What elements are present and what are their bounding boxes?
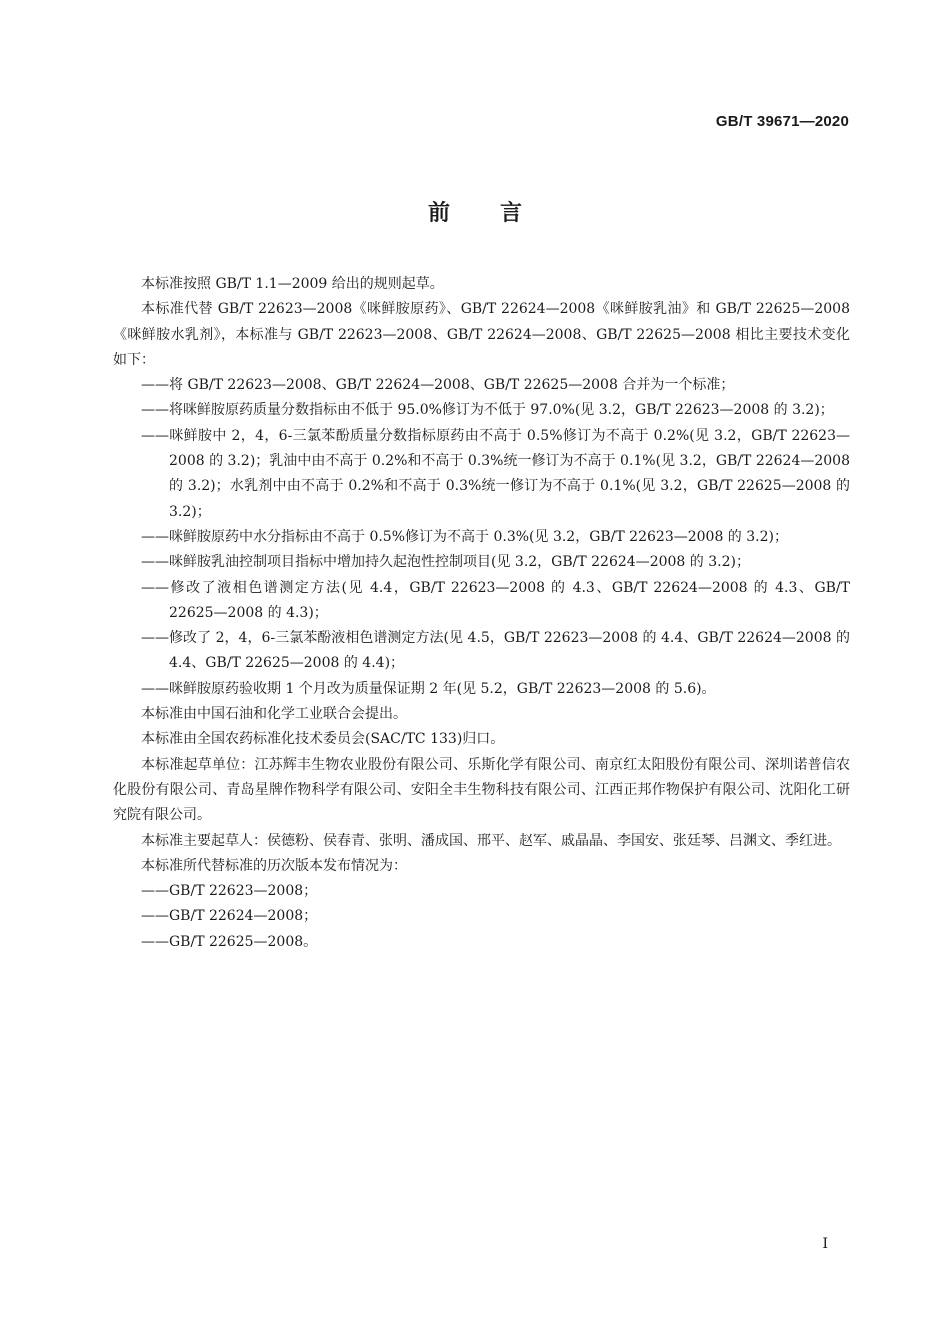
change-item: ——修改了 2，4，6-三氯苯酚液相色谱测定方法(见 4.5，GB/T 22623—2008 的 4.4、GB/T 22624—2008 的 4.4、GB/T 22625—2008 的 4.4)； bbox=[141, 630, 850, 672]
paragraph: 本标准由中国石油和化学工业联合会提出。 bbox=[141, 706, 407, 723]
foreword-body bbox=[113, 272, 850, 955]
page-title: 前言 bbox=[427, 201, 572, 226]
change-item: ——咪鲜胺乳油控制项目指标中增加持久起泡性控制项目(见 3.2，GB/T 22624—2008 的 3.2)； bbox=[141, 554, 750, 571]
history-item: ——GB/T 22623—2008； bbox=[141, 883, 318, 900]
change-item: ——咪鲜胺中 2，4，6-三氯苯酚质量分数指标原药由不高于 0.5%修订为不高于 0.2%(见 3.2，GB/T 22623—2008 的 3.2)；乳油中由不高于 0.2%和不高于 0.3%统一修订为不高于 0.1%(见 3.2，GB/T 22624—2008 的 3.2)；水乳剂中由不高于 0.2%和不高于 0.3%统一修订为不高于 0.1%(见 3.2，GB/T 22625—2008 的 3.2)； bbox=[141, 427, 850, 520]
paragraph: 本标准起草单位：江苏辉丰生物农业股份有限公司、乐斯化学有限公司、南京红太阳股份有限公司、深圳诺普信农化股份有限公司、青岛星牌作物科学有限公司、安阳全丰生物科技有限公司、江西正邦作物保护有限公司、沈阳化工研究院有限公司。 bbox=[113, 756, 850, 824]
paragraph: 本标准代替 GB/T 22623—2008《咪鲜胺原药》、GB/T 22624—2008《咪鲜胺乳油》和 GB/T 22625—2008《咪鲜胺水乳剂》，本标准与 GB/T 22623—2008、GB/T 22624—2008、GB/T 22625—2008 相比主要技术变化如下： bbox=[113, 301, 850, 368]
change-item: ——咪鲜胺原药中水分指标由不高于 0.5%修订为不高于 0.3%(见 3.2，GB/T 22623—2008 的 3.2)； bbox=[141, 528, 788, 545]
page-number: I bbox=[822, 1236, 828, 1252]
paragraph: 本标准主要起草人：侯德粉、侯春青、张明、潘成国、邢平、赵军、戚晶晶、李国安、张廷琴、吕渊文、季红进。 bbox=[141, 832, 841, 849]
change-item: ——将咪鲜胺原药质量分数指标由不低于 95.0%修订为不低于 97.0%(见 3.2，GB/T 22623—2008 的 3.2)； bbox=[141, 402, 834, 419]
paragraph: 本标准由全国农药标准化技术委员会(SAC/TC 133)归口。 bbox=[141, 731, 505, 748]
change-item: ——将 GB/T 22623—2008、GB/T 22624—2008、GB/T 22625—2008 合并为一个标准； bbox=[141, 377, 735, 394]
paragraph: 本标准按照 GB/T 1.1—2009 给出的规则起草。 bbox=[141, 276, 444, 292]
paragraph: 本标准所代替标准的历次版本发布情况为： bbox=[141, 857, 407, 874]
change-item: ——咪鲜胺原药验收期 1 个月改为质量保证期 2 年(见 5.2，GB/T 22623—2008 的 5.6)。 bbox=[141, 680, 716, 697]
history-item: ——GB/T 22624—2008； bbox=[141, 908, 318, 925]
history-item: ——GB/T 22625—2008。 bbox=[141, 933, 318, 950]
standard-code: GB/T 39671—2020 bbox=[715, 113, 849, 130]
change-item: ——修改了液相色谱测定方法(见 4.4，GB/T 22623—2008 的 4.3、GB/T 22624—2008 的 4.3、GB/T 22625—2008 的 4.3)； bbox=[141, 579, 850, 621]
